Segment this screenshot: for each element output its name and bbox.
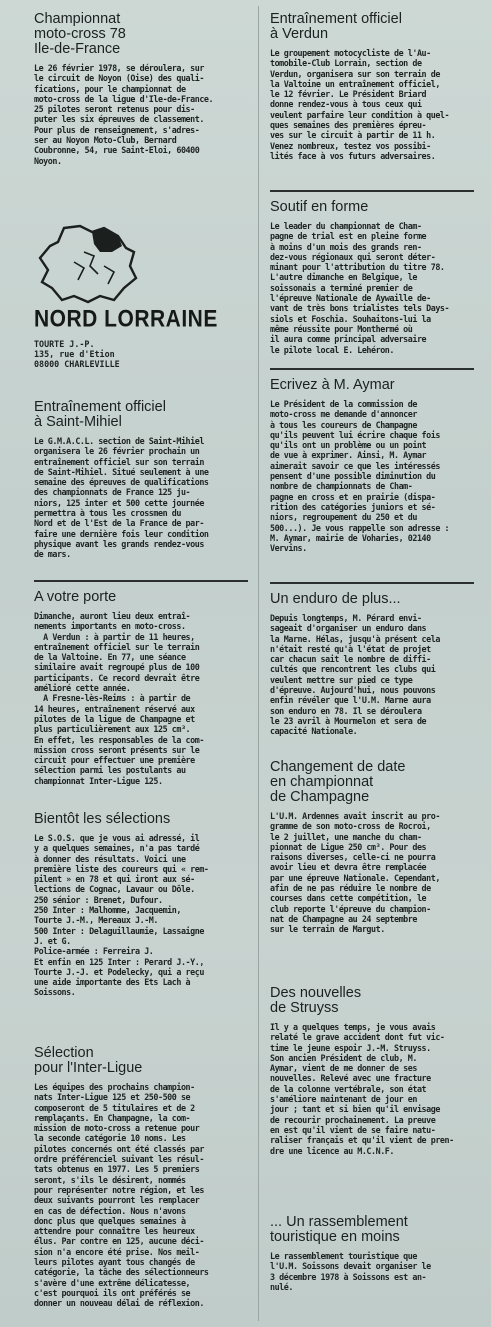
article-soutif-en-forme [270, 200, 474, 355]
article-title: Changement de date en championnat de Champagne [270, 759, 406, 805]
article-title: Championnat moto-cross 78 Ile-de-France [34, 11, 126, 57]
article-nouvelles-struyss [270, 986, 474, 1156]
article-title: A votre porte [34, 589, 117, 605]
section-rule [270, 190, 474, 192]
article-body: Le Président de la commission de moto-cross me demande d'annoncer à tous les coureurs de Champagne qu'ils peuvent lui écrire chaque fois qu'ils ont un problème ou un point de vue à exprimer. Ainsi, M. Aymar aimerait savoir ce que les intéressés pensent d'une possible diminution du nombre de championnats de Cham- pagne en cross et en prairie (dispa- rition des catégories juniors et sé- niors, regroupement du 250 et du 500...). Je vous rappelle son adresse : M. Aymar, mairie de Voharies, 02140 Vervins. [270, 399, 450, 554]
article-ecrivez-aymar [270, 378, 474, 553]
column-separator [258, 6, 259, 1321]
article-a-votre-porte [34, 590, 248, 786]
region-map-icon [34, 222, 144, 304]
article-title: ... Un rassemblement touristique en moins [270, 1214, 408, 1245]
article-rassemblement-touristique [270, 1215, 474, 1292]
article-body: Le groupement motocycliste de l'Au- tomobile-Club Lorrain, section de Verdun, organisera sur son terrain de la Valtoine un entraînement officiel, le 12 février. Le Président Briard donne rendez-vous à tous ceux qui veulent parfaire leur condition à quel- ques semaines des premières épreu- ves sur le circuit à partir de 11 h. Venez nombreux, testez vos possibi- lités face à vos futurs adversaires. [270, 48, 450, 161]
article-selection-inter-ligue [34, 1046, 248, 1309]
article-title: Des nouvelles de Struyss [270, 985, 362, 1016]
article-entrainement-saint-mihiel [34, 400, 248, 560]
article-body: Il y a quelques temps, je vous avais relaté le grave accident dont fut vic- time le jeune espoir J.-M. Struyss. Son ancien Président de club, M. Aymar, vient de me donner de ses nouvelles. Relevé avec une fracture de la colonne vertébrale, son état s'améliore maintenant de jour en jour ; tant et si bien qu'il envisage de recourir prochainement. La preuve en est qu'il vient de se faire natu- raliser français et qu'il vient de pren- dre une licence au M.C.N.F. [270, 1022, 454, 1156]
section-rule [270, 582, 474, 584]
article-body: Dimanche, auront lieu deux entraî- nements importants en moto-cross. A Verdun : à partir de 11 heures, entraînement officiel sur le terrain de la Valtoine. En 77, une séance similaire avait regroupé plus de 100 participants. Ce record devrait être amélioré cette année. A Fresne-lès-Reims : à partir de 14 heures, entraînement réservé aux pilotes de la ligue de Champagne et plus particulièrement aux 125 cm³. En effet, les responsables de la com- mission cross seront présents sur le circuit pour effectuer une première sélection parmi les postulants au championnat Inter-Ligue 125. [34, 611, 204, 786]
brand-title: NORD LORRAINE [34, 306, 218, 333]
article-body: L'U.M. Ardennes avait inscrit au pro- gramme de son moto-cross de Rocroi, le 2 juillet, une manche du cham- pionnat de Ligue 250 cm³. Pour des raisons diverses, celle-ci ne pourra avoir lieu et devra être remplacée par une épreuve Nationale. Cependant, afin de ne pas réduire le nombre de courses dans cette compétition, le club reporte l'épreuve du champion- nat de Champagne au 24 septembre sur le terrain de Margut. [270, 811, 440, 935]
article-body: Le S.O.S. que je vous ai adressé, il y a quelques semaines, n'a pas tardé à donner des résultats. Voici une première liste des coureurs qui « rem- pilent » en 78 et qui iront aux sé- lections de Cognac, Lavaur ou Dôle. 250 sénior : Brenet, Dufour. 250 Inter : Malhomme, Jacquemin, Tourte J.-M., Mereaux J.-M. 500 Inter : Delaguillaumie, Lassaigne J. et G. Police-armée : Ferreira J. Et enfin en 125 Inter : Perard J.-Y., Tourte J.-J. et Podelecky, qui a reçu une aide importante des Ets Lach à Soissons. [34, 833, 209, 998]
article-title: Entraînement officiel à Verdun [270, 11, 402, 42]
article-enduro-de-plus [270, 592, 474, 737]
article-bientot-selections [34, 812, 248, 998]
article-body: Le G.M.A.C.L. section de Saint-Mihiel organisera le 26 février prochain un entraînement officiel sur son terrain de Saint-Mihiel. Situé seulement à une semaine des épreuves de qualifications des championnats de France 125 ju- niors, 125 inter et 500 cette journée permettra à tous les crossmen du Nord et de l'Est de la France de par- faire une dernière fois leur condition physique avant les grands rendez-vous de mars. [34, 436, 209, 560]
article-body: Les équipes des prochains champion- nats Inter-Ligue 125 et 250-500 se composeront de 5 titulaires et de 2 remplaçants. En Champagne, la com- mission de moto-cross a retenue pour la seconde catégorie 10 noms. Les pilotes concernés ont été classés par ordre préférenciel suivant les résul- tats obtenus en 1977. Les 5 premiers seront, s'ils le désirent, nommés pour représenter notre région, et les deux suivants pourront les remplacer en cas de défection. Nous n'avons donc plus que quelques semaines à attendre pour connaître les heureux élus. Par contre en 125, aucune déci- sion n'a encore été prise. Nos meil- leurs pilotes ayant tous changés de catégorie, la tâche des sélectionneurs s'avère d'une extrême délicatesse, c'est pourquoi ils ont préférés se donner un nouveau délai de réflexion. [34, 1082, 209, 1309]
article-title: Ecrivez à M. Aymar [270, 377, 395, 393]
section-rule [34, 580, 248, 582]
address: TOURTE J.-P. 135, rue d'Etion 08000 CHARLEVILLE [34, 339, 120, 369]
article-body: Le leader du championnat de Cham- pagne de trial est en pleine forme à moins d'un mois des grands ren- dez-vous régionaux qui seront déter- minant pour l'attribution du titre 78. L'autre dimanche en Belgique, le soissonais a terminé premier de l'épreuve Nationale de Aywaille de- vant de très bons trialistes tels Days- siols et Foschia. Souhaitons-lui la même réussite pour Monthermé où il aura comme principal adversaire le pilote local E. Lehéron. [270, 221, 450, 355]
article-title: Soutif en forme [270, 199, 369, 215]
article-title: Sélection pour l'Inter-Ligue [34, 1045, 143, 1076]
nord-lorraine-logo-block [34, 222, 244, 369]
article-body: Le 26 février 1978, se déroulera, sur le circuit de Noyon (Oise) des quali- fications, pour le championnat de moto-cross de la ligue d'Ile-de-France. 25 pilotes seront retenus pour dis- puter les six épreuves de classement. Pour plus de renseignement, s'adres- ser au Noyon Moto-Club, Bernard Coubronne, 54, rue Saint-Eloi, 60400 Noyon. [34, 63, 214, 166]
article-title: Un enduro de plus... [270, 591, 401, 607]
section-rule [270, 368, 474, 370]
article-championnat-ile-de-france [34, 12, 248, 166]
article-body: Le rassemblement touristique que l'U.M. Soissons devait organiser le 3 décembre 1978 à Soissons est an- nulé. [270, 1251, 431, 1292]
article-changement-de-date [270, 760, 474, 935]
article-title: Bientôt les sélections [34, 811, 171, 827]
article-body: Depuis longtemps, M. Pérard envi- sageait d'organiser un enduro dans la Marne. Hélas, jusqu'à présent cela n'était resté qu'à l'état de projet car chacun sait le nombre de diffi- cultés que rencontrent les clubs qui veulent mettre sur pied ce type d'épreuve. Aujourd'hui, nous pouvons enfin révéler que l'U.M. Marne aura son enduro en 78. Il se déroulera le 23 avril à Mourmelon et sera de capacité Nationale. [270, 613, 440, 737]
article-title: Entraînement officiel à Saint-Mihiel [34, 399, 166, 430]
article-entrainement-verdun [270, 12, 474, 161]
